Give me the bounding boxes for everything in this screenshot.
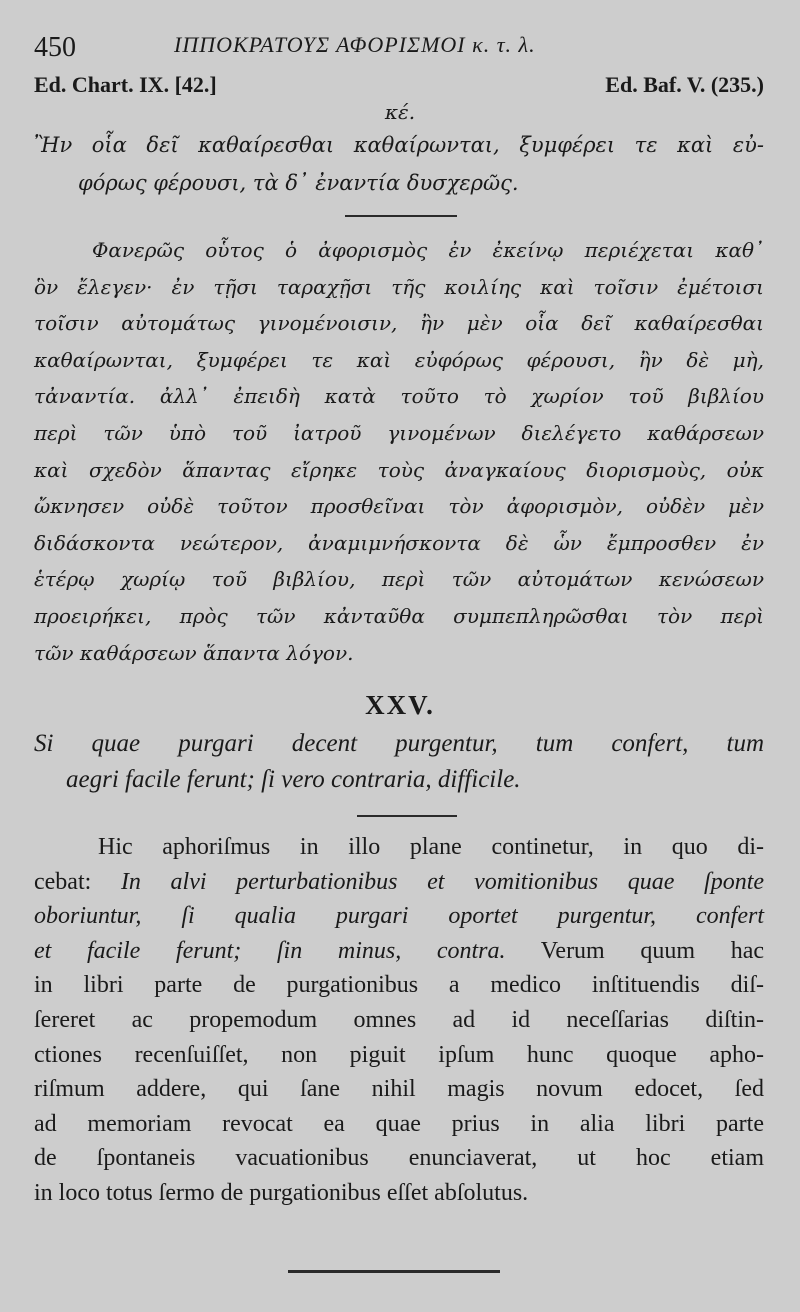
page-end-rule [288,1270,500,1273]
roman-run: ſereret ac propemodum omnes ad id neceſſarias diſtin- [34,1006,764,1033]
greek-commentary-line: καθαίρωνται, ξυμφέρει τε καὶ εὐφόρως φέρουσι, ἢν δὲ μὴ, [34,347,764,372]
section-divider [345,215,457,217]
latin-commentary-line [34,968,764,1003]
greek-commentary-line: Φανερῶς οὗτος ὁ ἀφορισμὸς ἐν ἐκείνῳ περιέχεται καθ᾽ [92,238,764,262]
greek-commentary [34,232,764,671]
greek-commentary-line: τοῖσιν αὐτομάτως γινομένοισιν, ἢν μὲν οἷα δεῖ καθαίρεσθαι [34,311,764,336]
running-head [34,26,764,66]
greek-commentary-line: καὶ σχεδὸν ἅπαντας εἴρηκε τοὺς ἀναγκαίους διορισμοὺς, οὐκ [34,457,764,482]
greek-commentary-line: ὤκνησεν οὐδὲ τοῦτον προσθεῖναι τὸν ἀφορισμὸν, οὐδὲν μὲν [34,494,764,519]
latin-aphorism-number: XXV. [365,690,435,720]
roman-run: ad memoriam revocat ea quae prius in alia libri parte [34,1110,764,1137]
edition-chartier: Ed. Chart. IX. [42.] [34,72,217,97]
roman-run: Verum quum hac [505,937,764,964]
greek-commentary-line: τἀναντία. ἀλλ᾽ ἐπειδὴ κατὰ τοῦτο τὸ χωρίον τοῦ βιβλίου [34,384,764,409]
latin-aphorism-line: aegri facile ferunt; ſi vero contraria, difficile. [66,766,521,793]
roman-run: in libri parte de purgationibus a medico inſtituendis diſ- [34,972,764,999]
greek-aphorism-line: φόρως φέρουσι, τὰ δ᾽ ἐναντία δυσχερῶς. [78,171,519,195]
latin-aphorism-line: Si quae purgari decent purgentur, tum confert, tum [34,730,764,757]
running-title: ΙΠΠΟΚΡΑΤΟΥΣ ΑΦΟΡΙΣΜΟΙ κ. τ. λ. [174,32,536,57]
italic-quotation: oboriuntur, ſi qualia purgari oportet purgentur, confert [34,903,764,930]
latin-commentary-line [34,865,764,900]
italic-quotation: et facile ferunt; ſin minus, contra. [34,937,506,964]
latin-aphorism-text [34,726,764,798]
edition-line [34,72,764,102]
roman-run: cebat: [34,868,121,895]
roman-run: riſmum addere, qui ſane nihil magis novum edocet, ſed [34,1076,764,1103]
latin-commentary-line [34,1141,764,1176]
roman-run: de ſpontaneis vacuationibus enunciaverat, ut hoc etiam [34,1145,764,1172]
greek-commentary-line: διδάσκοντα νεώτερον, ἀναμιμνήσκοντα δὲ ὧν ἔμπροσθεν ἐν [34,530,764,555]
latin-commentary-line [34,1038,764,1073]
greek-commentary-line: τῶν καθάρσεων ἅπαντα λόγον. [34,640,354,665]
greek-aphorism-number: κέ. [384,100,416,124]
page-number: 450 [34,32,76,63]
latin-commentary-line [34,830,764,865]
greek-aphorism-line: Ἢν οἷα δεῖ καθαίρεσθαι καθαίρωνται, ξυμφέρει τε καὶ εὐ- [34,133,764,157]
greek-commentary-line: περὶ τῶν ὑπὸ τοῦ ἰατροῦ γινομένων διελέγετο καθάρσεων [34,420,764,445]
latin-commentary [34,830,764,1211]
latin-commentary-line [34,1072,764,1107]
roman-run: Hic aphoriſmus in illo plane continetur, in quo di- [98,834,764,860]
roman-run: in loco totus ſermo de purgationibus eſſet abſolutus. [34,1179,529,1206]
greek-commentary-line: ἑτέρῳ χωρίῳ τοῦ βιβλίου, περὶ τῶν αὐτομάτων κενώσεων [34,567,764,592]
latin-commentary-line [34,1176,764,1211]
roman-run: ctiones recenſuiſſet, non piguit ipſum hunc quoque apho- [34,1041,764,1068]
edition-basel: Ed. Baf. V. (235.) [605,72,764,97]
latin-commentary-line [34,1107,764,1142]
latin-commentary-line [34,899,764,934]
italic-quotation: In alvi perturbationibus et vomitionibus quae ſponte [120,868,765,895]
latin-commentary-line [34,1003,764,1038]
greek-commentary-line: ὃν ἔλεγεν· ἐν τῇσι ταραχῇσι τῆς κοιλίης καὶ τοῖσιν ἐμέτοισι [34,274,764,299]
section-divider [357,815,457,817]
greek-commentary-line: προειρήκει, πρὸς τῶν κἀνταῦθα συμπεπληρῶσθαι τὸν περὶ [34,603,764,628]
latin-commentary-line [34,934,764,969]
greek-aphorism-text [34,126,764,202]
